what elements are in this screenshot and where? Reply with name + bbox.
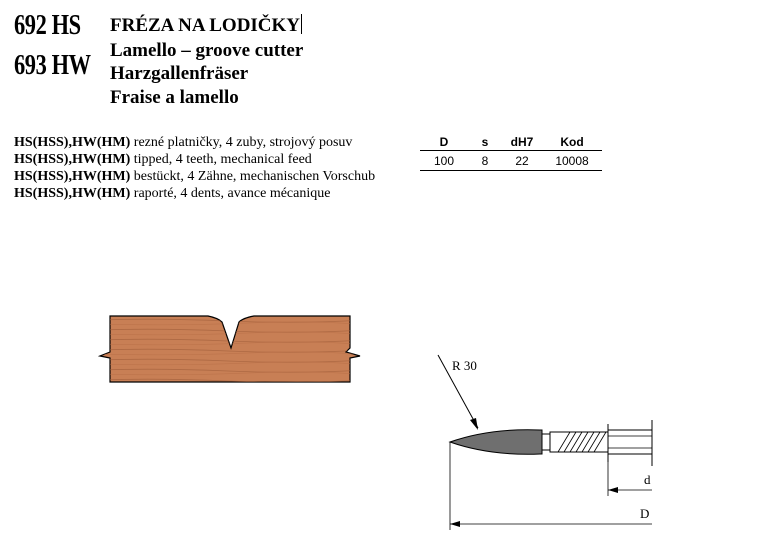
description-czech — [14, 135, 352, 151]
cell-dh7: 22 — [502, 151, 542, 171]
cell-s: 8 — [468, 151, 502, 171]
description-text: bestückt, 4 Zähne, mechanischen Vorschub — [130, 169, 376, 184]
material-label: HS(HSS),HW(HM) — [14, 152, 131, 167]
radius-arrow — [470, 418, 478, 430]
material-label: HS(HSS),HW(HM) — [14, 169, 131, 184]
text-cursor — [301, 14, 302, 34]
cutter-shank — [542, 434, 550, 450]
wood-grain — [100, 316, 360, 382]
D-arrow — [450, 521, 460, 527]
cutter-blade — [450, 430, 542, 455]
header-d: D — [420, 134, 468, 151]
spec-table — [420, 134, 602, 171]
cell-kod: 10008 — [542, 151, 602, 171]
product-code-hw: 693 HW — [14, 50, 91, 81]
d-arrow — [608, 487, 618, 493]
title-german: Harzgallenfräser — [110, 63, 249, 84]
material-label: HS(HSS),HW(HM) — [14, 186, 131, 201]
header-kod: Kod — [542, 134, 602, 151]
cutter-hub — [608, 430, 652, 454]
D-label: D — [640, 506, 650, 521]
cell-d: 100 — [420, 151, 468, 171]
header-dh7: dH7 — [502, 134, 542, 151]
spec-table-header — [420, 134, 602, 151]
radius-label: R 30 — [452, 358, 477, 373]
description-text: raporté, 4 dents, avance mécanique — [130, 186, 331, 201]
cutter-profile-diagram — [430, 350, 659, 535]
d-label: d — [644, 472, 651, 487]
title-czech-text: FRÉZA NA LODIČKY — [110, 15, 301, 36]
description-french — [14, 186, 330, 202]
title-english: Lamello – groove cutter — [110, 40, 304, 61]
table-row — [420, 151, 602, 171]
wood-board-illustration — [98, 308, 364, 388]
title-french: Fraise a lamello — [110, 87, 239, 108]
description-text: tipped, 4 teeth, mechanical feed — [130, 152, 312, 167]
material-label: HS(HSS),HW(HM) — [14, 135, 131, 150]
cutter-body — [550, 432, 608, 452]
header-s: s — [468, 134, 502, 151]
description-text: rezné platničky, 4 zuby, strojový posuv — [130, 135, 353, 150]
description-german — [14, 169, 375, 185]
product-code-hs: 692 HS — [14, 10, 81, 41]
description-english — [14, 152, 312, 168]
title-czech — [110, 14, 302, 37]
